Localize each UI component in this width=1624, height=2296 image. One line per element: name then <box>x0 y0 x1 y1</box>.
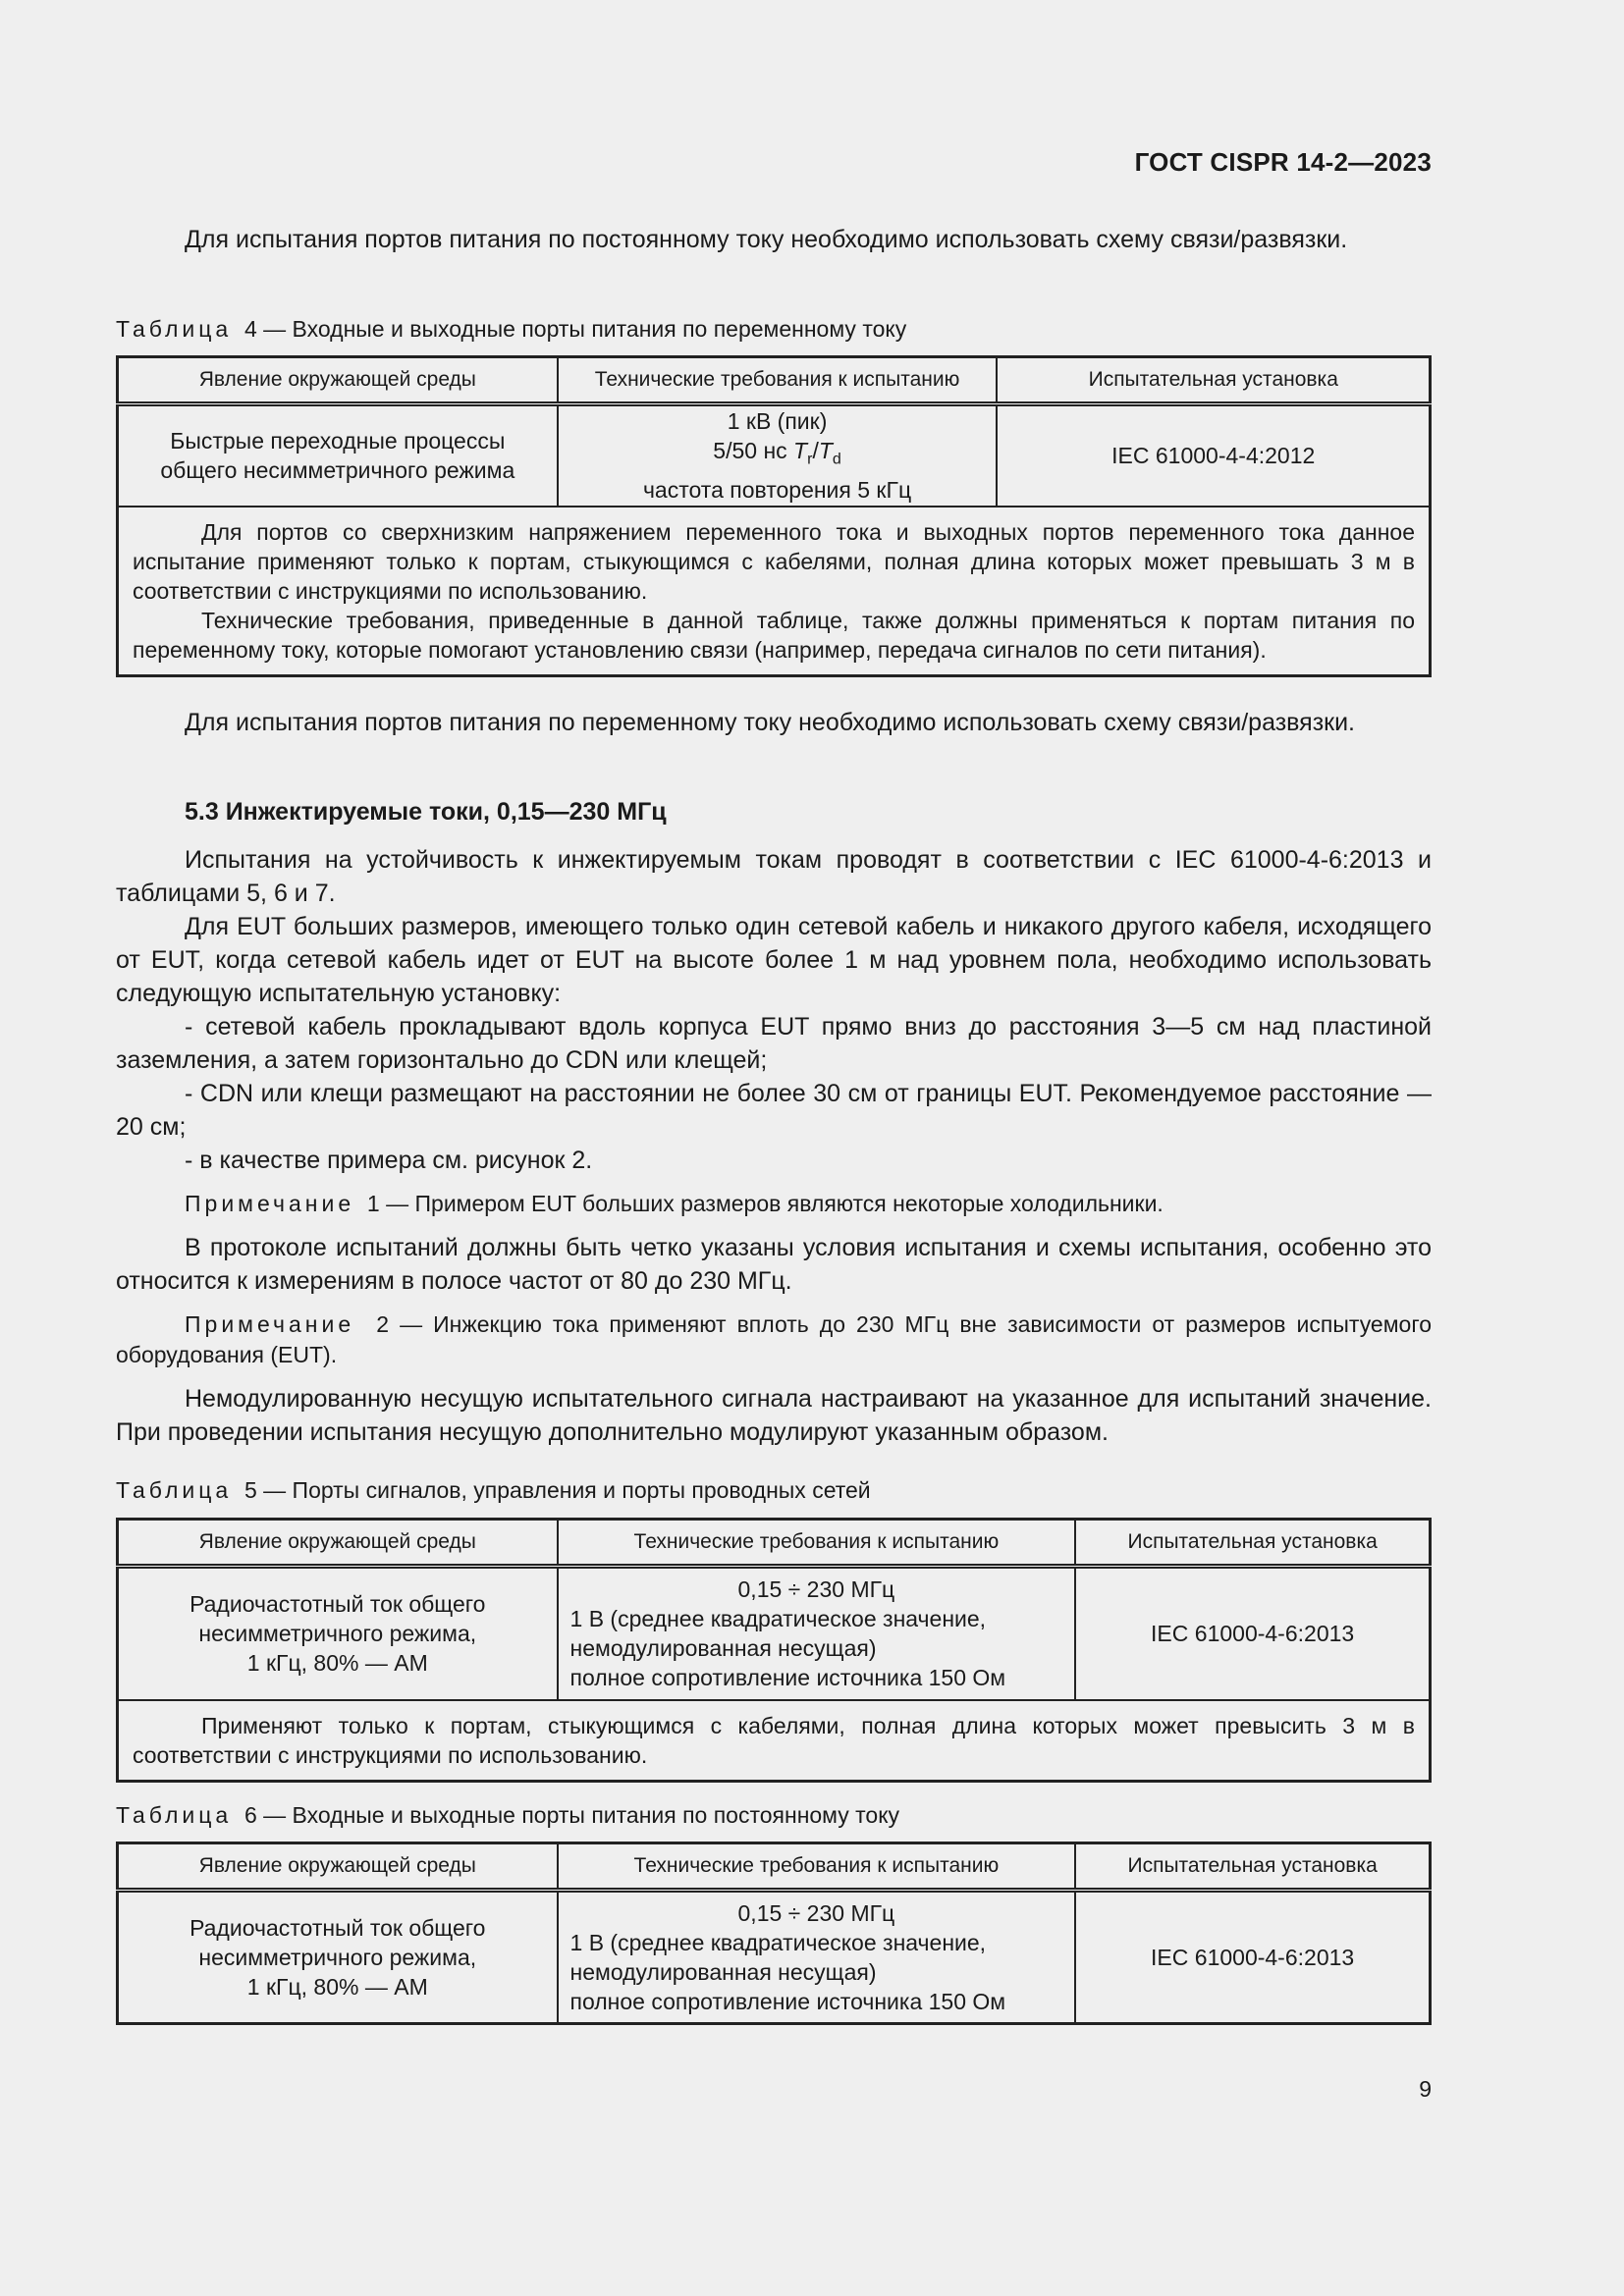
table4-caption-label: Таблица <box>116 316 233 342</box>
table4 <box>116 355 1432 677</box>
table-row <box>118 1891 1431 2024</box>
table4-footnote-cell <box>118 507 1431 676</box>
table5-caption-text: 5 — Порты сигналов, управления и порты проводных сетей <box>244 1477 871 1503</box>
table6-setup-cell: IEC 61000-4-6:2013 <box>1075 1891 1430 2024</box>
table5-requirements-cell: 0,15 ÷ 230 МГц 1 В (среднее квадратическое значение, немодулированная несущая) полное сопротивление источника 150 Ом <box>558 1567 1076 1700</box>
table6-header-row <box>118 1843 1431 1891</box>
paragraph-ac-scheme: Для испытания портов питания по переменному току необходимо использовать схему связи/развязки. <box>185 709 1356 736</box>
page-number: 9 <box>1419 2076 1432 2102</box>
paragraph-carrier: Немодулированную несущую испытательного сигнала настраивают на указанное для испытаний значение. При проведении испытания несущую дополнительно модулируют указанным образом. <box>116 1385 1432 1446</box>
table-row <box>118 404 1431 507</box>
table6-caption-text: 6 — Входные и выходные порты питания по постоянному току <box>244 1802 900 1828</box>
table6 <box>116 1842 1432 2025</box>
table6-requirements-cell: 0,15 ÷ 230 МГц 1 В (среднее квадратическое значение, немодулированная несущая) полное сопротивление источника 150 Ом <box>558 1891 1076 2024</box>
section-title: 5.3 Инжектируемые токи, 0,15—230 МГц <box>185 798 667 826</box>
document-header: ГОСТ CISPR 14-2—2023 <box>1134 147 1432 177</box>
list-item: - сетевой кабель прокладывают вдоль корпуса EUT прямо вниз до расстояния 3—5 см над пластиной заземления, а затем горизонтально до CDN или клещей; <box>116 1013 1432 1074</box>
table5-header-requirements: Технические требования к испытанию <box>558 1520 1076 1567</box>
paragraph-injected-2: Для EUT больших размеров, имеющего только один сетевой кабель и никакого другого кабеля, исходящего от EUT, когда сетевой кабель идет от EUT на высоте более 1 м над уровнем пола, необходимо использовать следующую испытательную установку: <box>116 913 1432 1007</box>
table5 <box>116 1518 1432 1783</box>
table4-header-setup: Испытательная установка <box>997 357 1430 404</box>
table6-header-setup: Испытательная установка <box>1075 1843 1430 1891</box>
table4-caption <box>116 314 1432 344</box>
table4-phenomenon-cell: Быстрые переходные процессы общего несимметричного режима <box>118 404 558 507</box>
table5-footnote-cell: Применяют только к портам, стыкующимся с кабелями, полная длина которых может превысить 3 м в соответствии с инструкциями по использованию. <box>118 1700 1431 1782</box>
table5-caption-label: Таблица <box>116 1477 233 1503</box>
table-row <box>118 1567 1431 1700</box>
list-item: - CDN или клещи размещают на расстоянии не более 30 см от границы EUT. Рекомендуемое расстояние — 20 см; <box>116 1080 1432 1141</box>
list-item: - в качестве примера см. рисунок 2. <box>185 1147 593 1174</box>
table4-footnote-1: Для портов со сверхнизким напряжением переменного тока и выходных портов переменного тока данное испытание применяют только к портам, стыкующимся с кабелями, полная длина которых может превышать 3 м в соответствии с инструкциями по использованию. <box>133 518 1415 604</box>
table5-header-row <box>118 1520 1431 1567</box>
table5-caption <box>116 1475 1432 1505</box>
table6-phenomenon-cell: Радиочастотный ток общего несимметричного режима, 1 кГц, 80% — AM <box>118 1891 558 2024</box>
table4-requirements-cell: 1 кВ (пик) 5/50 нс $T_r/T_d$ частота повторения 5 кГц <box>558 404 998 507</box>
table5-phenomenon-cell: Радиочастотный ток общего несимметричного режима, 1 кГц, 80% — AM <box>118 1567 558 1700</box>
table6-caption-label: Таблица <box>116 1802 233 1828</box>
table4-footnote-row <box>118 507 1431 676</box>
table4-footnote-2: Технические требования, приведенные в данной таблице, также должны применяться к портам питания по переменному току, которые помогают установлению связи (например, передача сигналов по сети питания). <box>133 607 1415 663</box>
table5-footnote-row <box>118 1700 1431 1782</box>
paragraph-dc-scheme: Для испытания портов питания по постоянному току необходимо использовать схему связи/развязки. <box>185 226 1348 253</box>
table4-header-phenomenon: Явление окружающей среды <box>118 357 558 404</box>
table4-header-row <box>118 357 1431 404</box>
table4-rise-time-line: 5/50 нс $T_r/T_d$ <box>713 438 841 469</box>
note-2: Примечание 2 — Инжекцию тока применяют вплоть до 230 МГц вне зависимости от размеров испытуемого оборудования (EUT). <box>116 1311 1433 1367</box>
table6-header-requirements: Технические требования к испытанию <box>558 1843 1076 1891</box>
table5-header-phenomenon: Явление окружающей среды <box>118 1520 558 1567</box>
table6-header-phenomenon: Явление окружающей среды <box>118 1843 558 1891</box>
table5-header-setup: Испытательная установка <box>1075 1520 1430 1567</box>
document-page <box>116 0 1432 2296</box>
paragraph-injected-1: Испытания на устойчивость к инжектируемым токам проводят в соответствии с IEC 61000-4-6:2013 и таблицами 5, 6 и 7. <box>116 846 1432 907</box>
table4-caption-text: 4 — Входные и выходные порты питания по переменному току <box>244 316 907 342</box>
paragraph-protocol: В протоколе испытаний должны быть четко указаны условия испытания и схемы испытания, особенно это относится к измерениям в полосе частот от 80 до 230 МГц. <box>116 1234 1432 1295</box>
table4-header-requirements: Технические требования к испытанию <box>558 357 998 404</box>
table5-setup-cell: IEC 61000-4-6:2013 <box>1075 1567 1430 1700</box>
table6-caption <box>116 1800 1432 1830</box>
section-body <box>116 843 1432 1449</box>
note-1: Примечание 1 — Примером EUT больших размеров являются некоторые холодильники. <box>185 1191 1164 1216</box>
table4-setup-cell: IEC 61000-4-4:2012 <box>997 404 1430 507</box>
